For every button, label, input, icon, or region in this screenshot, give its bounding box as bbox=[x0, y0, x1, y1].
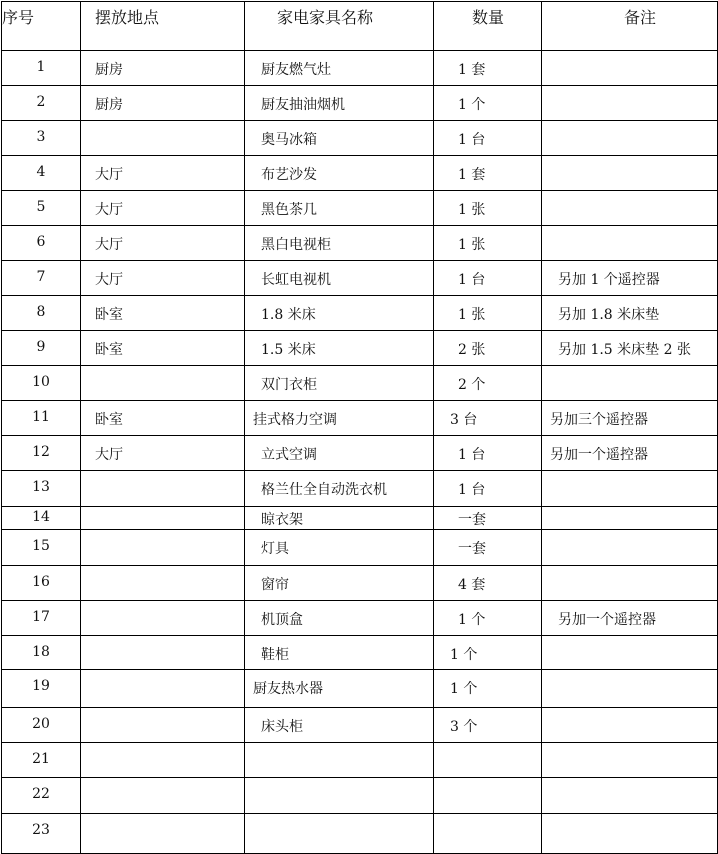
table-body bbox=[2, 51, 718, 854]
cell-note bbox=[542, 670, 718, 708]
cell-note bbox=[542, 636, 718, 670]
cell-location bbox=[81, 743, 245, 778]
cell-location: 卧室 bbox=[81, 296, 245, 331]
cell-no: 1 bbox=[2, 51, 81, 86]
cell-name: 布艺沙发 bbox=[245, 156, 434, 191]
cell-no: 22 bbox=[2, 778, 81, 814]
cell-location: 大厅 bbox=[81, 226, 245, 261]
cell-no: 10 bbox=[2, 366, 81, 401]
cell-name: 奥马冰箱 bbox=[245, 121, 434, 156]
cell-no: 16 bbox=[2, 566, 81, 601]
table-row bbox=[2, 670, 718, 708]
cell-name bbox=[245, 743, 434, 778]
cell-location: 厨房 bbox=[81, 51, 245, 86]
cell-qty: 1 个 bbox=[434, 601, 542, 636]
header-row bbox=[2, 2, 718, 51]
cell-qty: 1 套 bbox=[434, 51, 542, 86]
table-row bbox=[2, 261, 718, 296]
cell-note bbox=[542, 814, 718, 854]
inventory-table bbox=[1, 1, 718, 854]
cell-qty bbox=[434, 778, 542, 814]
cell-name: 晾衣架 bbox=[245, 507, 434, 530]
header-location: 摆放地点 bbox=[81, 2, 245, 51]
table-row bbox=[2, 743, 718, 778]
cell-location: 大厅 bbox=[81, 261, 245, 296]
cell-name: 厨友抽油烟机 bbox=[245, 86, 434, 121]
cell-location: 大厅 bbox=[81, 191, 245, 226]
cell-note bbox=[542, 743, 718, 778]
cell-qty: 一套 bbox=[434, 530, 542, 566]
cell-qty bbox=[434, 814, 542, 854]
cell-location: 大厅 bbox=[81, 156, 245, 191]
cell-note bbox=[542, 778, 718, 814]
cell-name: 挂式格力空调 bbox=[245, 401, 434, 436]
cell-qty: 1 套 bbox=[434, 156, 542, 191]
table-row bbox=[2, 530, 718, 566]
cell-no: 15 bbox=[2, 530, 81, 566]
cell-qty: 一套 bbox=[434, 507, 542, 530]
cell-qty: 1 台 bbox=[434, 471, 542, 507]
cell-location bbox=[81, 366, 245, 401]
cell-name: 厨友热水器 bbox=[245, 670, 434, 708]
cell-note bbox=[542, 471, 718, 507]
table-row bbox=[2, 86, 718, 121]
header-no: 序号 bbox=[2, 2, 81, 51]
cell-note: 另加 1 个遥控器 bbox=[542, 261, 718, 296]
table-row bbox=[2, 191, 718, 226]
cell-note bbox=[542, 191, 718, 226]
cell-no: 2 bbox=[2, 86, 81, 121]
header-note: 备注 bbox=[542, 2, 718, 51]
cell-note: 另加三个遥控器 bbox=[542, 401, 718, 436]
cell-qty: 1 个 bbox=[434, 86, 542, 121]
table-row bbox=[2, 51, 718, 86]
cell-note bbox=[542, 51, 718, 86]
cell-name: 1.8 米床 bbox=[245, 296, 434, 331]
cell-qty: 2 张 bbox=[434, 331, 542, 366]
cell-location: 大厅 bbox=[81, 436, 245, 471]
cell-no: 5 bbox=[2, 191, 81, 226]
cell-name: 立式空调 bbox=[245, 436, 434, 471]
cell-qty: 1 台 bbox=[434, 261, 542, 296]
cell-name: 灯具 bbox=[245, 530, 434, 566]
cell-no: 21 bbox=[2, 743, 81, 778]
cell-note bbox=[542, 226, 718, 261]
cell-no: 6 bbox=[2, 226, 81, 261]
cell-qty: 1 个 bbox=[434, 636, 542, 670]
cell-no: 8 bbox=[2, 296, 81, 331]
cell-location bbox=[81, 636, 245, 670]
cell-no: 17 bbox=[2, 601, 81, 636]
table-row bbox=[2, 778, 718, 814]
table-row bbox=[2, 814, 718, 854]
table-row bbox=[2, 471, 718, 507]
cell-name: 厨友燃气灶 bbox=[245, 51, 434, 86]
table-row bbox=[2, 601, 718, 636]
cell-name bbox=[245, 778, 434, 814]
table-row bbox=[2, 331, 718, 366]
cell-name: 鞋柜 bbox=[245, 636, 434, 670]
table-row bbox=[2, 566, 718, 601]
cell-name: 床头柜 bbox=[245, 708, 434, 743]
table-row bbox=[2, 436, 718, 471]
cell-no: 7 bbox=[2, 261, 81, 296]
header-qty: 数量 bbox=[434, 2, 542, 51]
table-row bbox=[2, 366, 718, 401]
cell-no: 9 bbox=[2, 331, 81, 366]
cell-name: 双门衣柜 bbox=[245, 366, 434, 401]
header-name: 家电家具名称 bbox=[245, 2, 434, 51]
cell-note bbox=[542, 530, 718, 566]
cell-location bbox=[81, 708, 245, 743]
cell-no: 13 bbox=[2, 471, 81, 507]
table-row bbox=[2, 708, 718, 743]
cell-no: 19 bbox=[2, 670, 81, 708]
cell-no: 12 bbox=[2, 436, 81, 471]
cell-qty: 1 个 bbox=[434, 670, 542, 708]
cell-qty: 3 个 bbox=[434, 708, 542, 743]
cell-qty: 2 个 bbox=[434, 366, 542, 401]
cell-name: 黑色茶几 bbox=[245, 191, 434, 226]
table-row bbox=[2, 121, 718, 156]
cell-location: 卧室 bbox=[81, 331, 245, 366]
cell-location bbox=[81, 471, 245, 507]
cell-qty: 1 台 bbox=[434, 121, 542, 156]
cell-no: 11 bbox=[2, 401, 81, 436]
cell-location bbox=[81, 601, 245, 636]
cell-note bbox=[542, 156, 718, 191]
table-row bbox=[2, 401, 718, 436]
cell-no: 14 bbox=[2, 507, 81, 530]
cell-note: 另加 1.5 米床垫 2 张 bbox=[542, 331, 718, 366]
cell-note: 另加 1.8 米床垫 bbox=[542, 296, 718, 331]
cell-qty: 4 套 bbox=[434, 566, 542, 601]
cell-qty: 3 台 bbox=[434, 401, 542, 436]
cell-name: 窗帘 bbox=[245, 566, 434, 601]
cell-note bbox=[542, 366, 718, 401]
cell-location bbox=[81, 121, 245, 156]
cell-location bbox=[81, 530, 245, 566]
cell-location bbox=[81, 566, 245, 601]
cell-note bbox=[542, 507, 718, 530]
cell-location bbox=[81, 814, 245, 854]
cell-no: 3 bbox=[2, 121, 81, 156]
cell-location bbox=[81, 778, 245, 814]
cell-name: 黑白电视柜 bbox=[245, 226, 434, 261]
table-row bbox=[2, 507, 718, 530]
cell-note bbox=[542, 566, 718, 601]
cell-note bbox=[542, 86, 718, 121]
cell-name: 长虹电视机 bbox=[245, 261, 434, 296]
cell-qty: 1 张 bbox=[434, 296, 542, 331]
cell-no: 20 bbox=[2, 708, 81, 743]
cell-name: 1.5 米床 bbox=[245, 331, 434, 366]
cell-qty: 1 台 bbox=[434, 436, 542, 471]
cell-note bbox=[542, 121, 718, 156]
cell-no: 4 bbox=[2, 156, 81, 191]
cell-qty: 1 张 bbox=[434, 191, 542, 226]
cell-note bbox=[542, 708, 718, 743]
table-row bbox=[2, 226, 718, 261]
table-row bbox=[2, 636, 718, 670]
cell-no: 23 bbox=[2, 814, 81, 854]
cell-name: 机顶盒 bbox=[245, 601, 434, 636]
cell-name: 格兰仕全自动洗衣机 bbox=[245, 471, 434, 507]
cell-no: 18 bbox=[2, 636, 81, 670]
cell-note: 另加一个遥控器 bbox=[542, 436, 718, 471]
cell-note: 另加一个遥控器 bbox=[542, 601, 718, 636]
cell-name bbox=[245, 814, 434, 854]
table-row bbox=[2, 296, 718, 331]
table-row bbox=[2, 156, 718, 191]
cell-location: 卧室 bbox=[81, 401, 245, 436]
cell-location bbox=[81, 670, 245, 708]
cell-qty bbox=[434, 743, 542, 778]
cell-qty: 1 张 bbox=[434, 226, 542, 261]
cell-location: 厨房 bbox=[81, 86, 245, 121]
cell-location bbox=[81, 507, 245, 530]
